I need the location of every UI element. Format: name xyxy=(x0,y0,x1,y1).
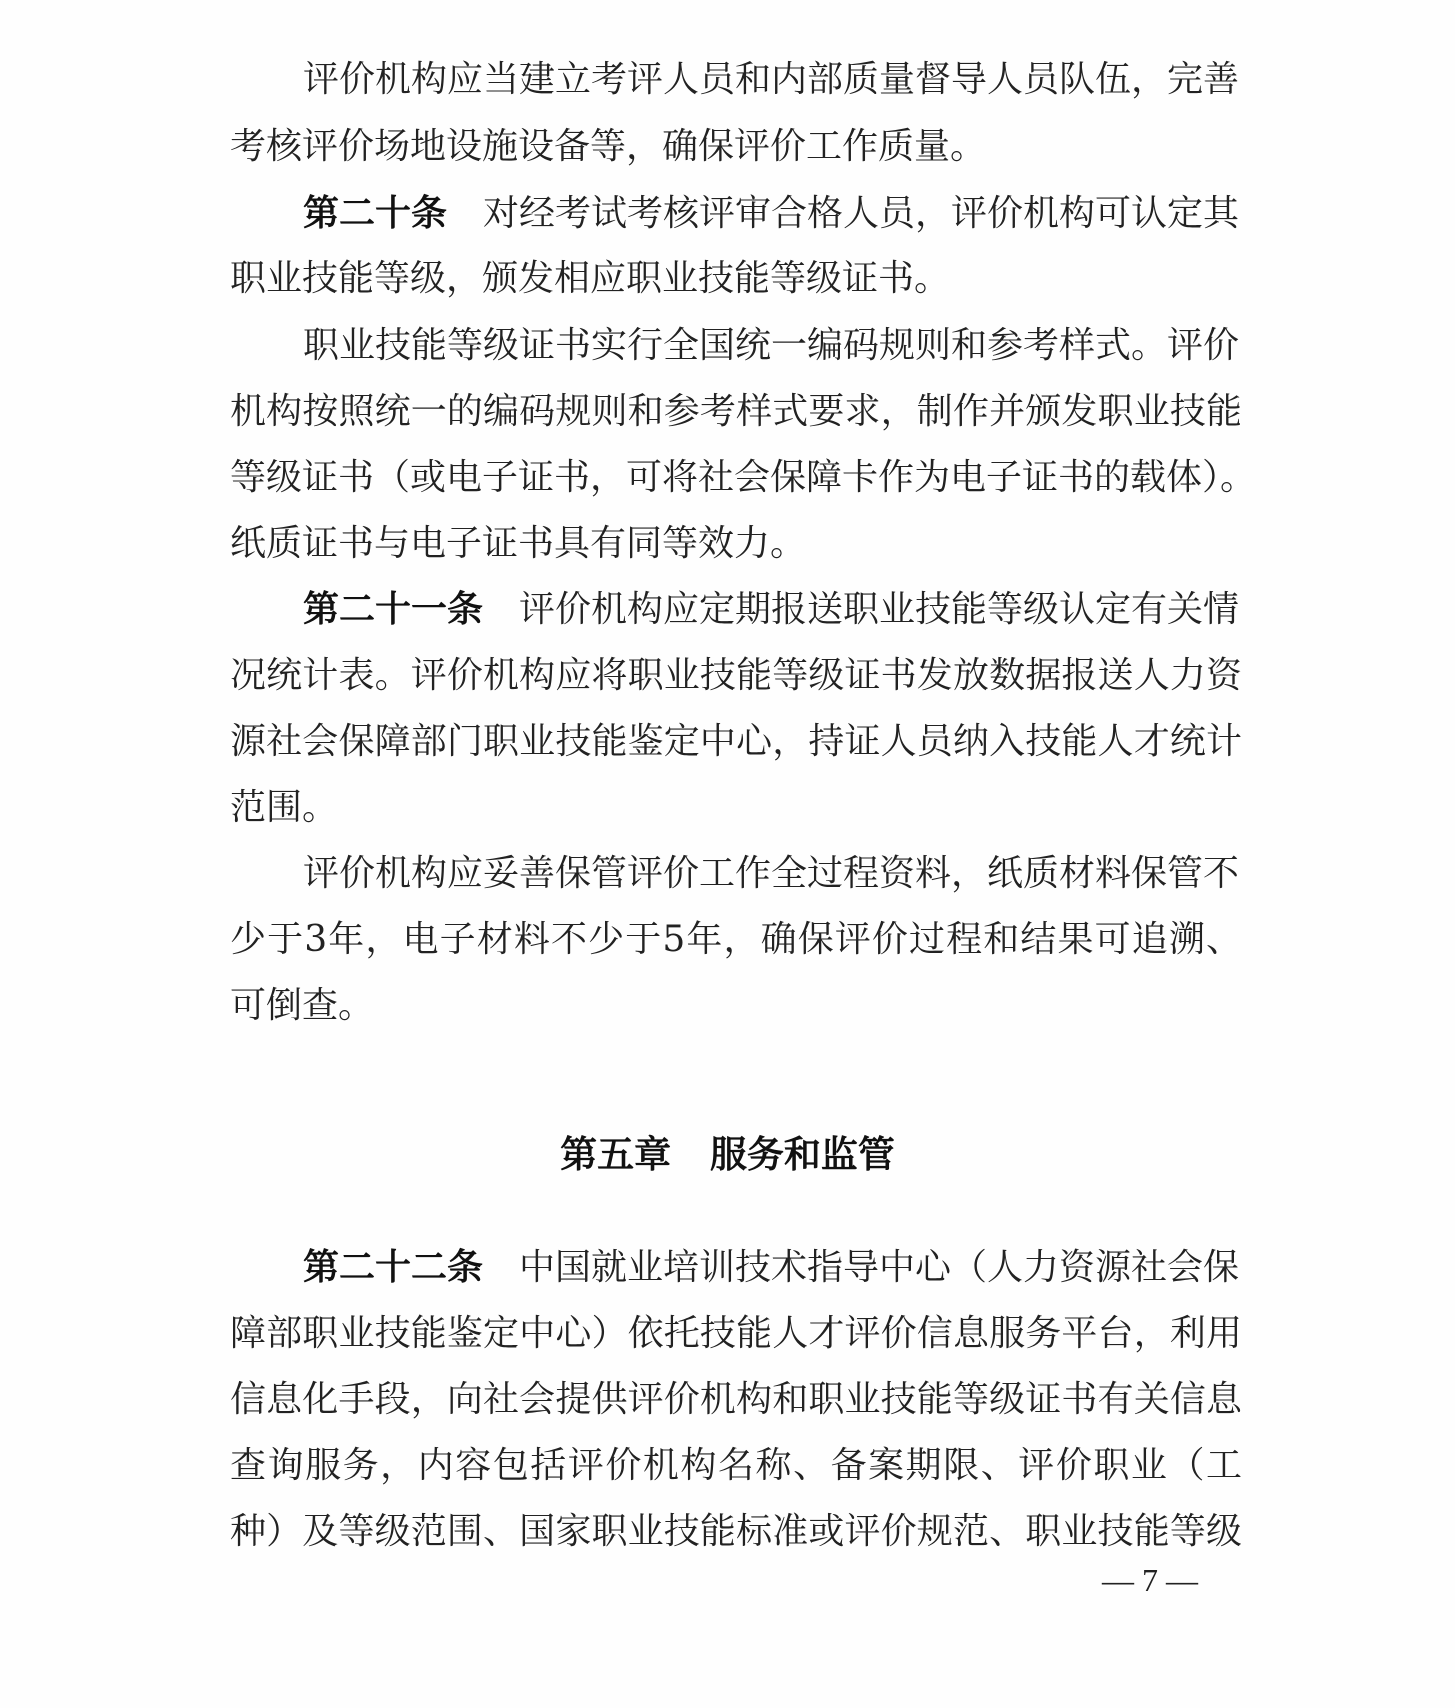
text-line: 纸质证书与电子证书具有同等效力。 xyxy=(230,523,807,564)
article-heading: 第二十一条 xyxy=(303,589,484,630)
article-22-line-2 xyxy=(230,1312,1242,1356)
paragraph-5-line-3 xyxy=(230,984,374,1028)
article-22-line-5 xyxy=(230,1510,1242,1554)
article-22-line-4 xyxy=(230,1444,1242,1488)
article-22-line-3 xyxy=(230,1378,1242,1422)
text-line: 机构按照统一的编码规则和参考样式要求，制作并颁发职业技能 xyxy=(230,391,1242,432)
text-line: 查询服务，内容包括评价机构名称、备案期限、评价职业（工 xyxy=(230,1445,1242,1486)
text-line: 可倒查。 xyxy=(230,985,375,1026)
text-line: 中国就业培训技术指导中心（人力资源社会保 xyxy=(519,1247,1240,1288)
text-line: 信息化手段，向社会提供评价机构和职业技能等级证书有关信息 xyxy=(230,1379,1242,1420)
paragraph-3-line-3 xyxy=(230,456,1257,500)
article-21-line-3 xyxy=(230,720,1242,764)
paragraph-5-line-2 xyxy=(230,918,1242,962)
article-21-line-4 xyxy=(230,786,338,830)
text-line: 少于3年，电子材料不少于5年，确保评价过程和结果可追溯、 xyxy=(230,919,1242,960)
paragraph-5-line-1 xyxy=(303,852,1242,896)
chapter-title: 服务和监管 xyxy=(709,1133,895,1176)
article-heading: 第二十条 xyxy=(303,193,448,234)
text-line: 源社会保障部门职业技能鉴定中心，持证人员纳入技能人才统计 xyxy=(230,721,1242,762)
page-number: — 7 — xyxy=(1102,1562,1198,1598)
chapter-heading xyxy=(0,1132,1455,1178)
article-21-line-1 xyxy=(303,588,1242,632)
text-line: 评价机构应当建立考评人员和内部质量督导人员队伍，完善 xyxy=(303,59,1240,100)
text-line: 评价机构应定期报送职业技能等级认定有关情 xyxy=(519,589,1240,630)
text-line: 种）及等级范围、国家职业技能标准或评价规范、职业技能等级 xyxy=(230,1511,1242,1552)
paragraph-3-line-1 xyxy=(303,324,1242,368)
text-line: 况统计表。评价机构应将职业技能等级证书发放数据报送人力资 xyxy=(230,655,1242,696)
text-line: 范围。 xyxy=(230,787,339,828)
article-22-line-1 xyxy=(303,1246,1242,1290)
text-line: 职业技能等级，颁发相应职业技能等级证书。 xyxy=(230,258,951,299)
text-line: 评价机构应妥善保管评价工作全过程资料，纸质材料保管不 xyxy=(303,853,1240,894)
chapter-number: 第五章 xyxy=(560,1133,672,1176)
article-20-line-1 xyxy=(303,192,1242,236)
paragraph-1-line-2 xyxy=(230,125,986,169)
article-heading: 第二十二条 xyxy=(303,1247,484,1288)
text-line: 障部职业技能鉴定中心）依托技能人才评价信息服务平台，利用 xyxy=(230,1313,1242,1354)
paragraph-3-line-4 xyxy=(230,522,806,566)
article-21-line-2 xyxy=(230,654,1242,698)
paragraph-3-line-2 xyxy=(230,390,1242,434)
text-line: 职业技能等级证书实行全国统一编码规则和参考样式。评价 xyxy=(303,325,1240,366)
text-line: 考核评价场地设施设备等，确保评价工作质量。 xyxy=(230,126,987,167)
paragraph-1-line-1 xyxy=(303,58,1242,102)
article-20-line-2 xyxy=(230,257,950,301)
text-line: 等级证书（或电子证书，可将社会保障卡作为电子证书的载体）。 xyxy=(230,457,1257,498)
text-line: 对经考试考核评审合格人员，评价机构可认定其 xyxy=(483,193,1240,234)
